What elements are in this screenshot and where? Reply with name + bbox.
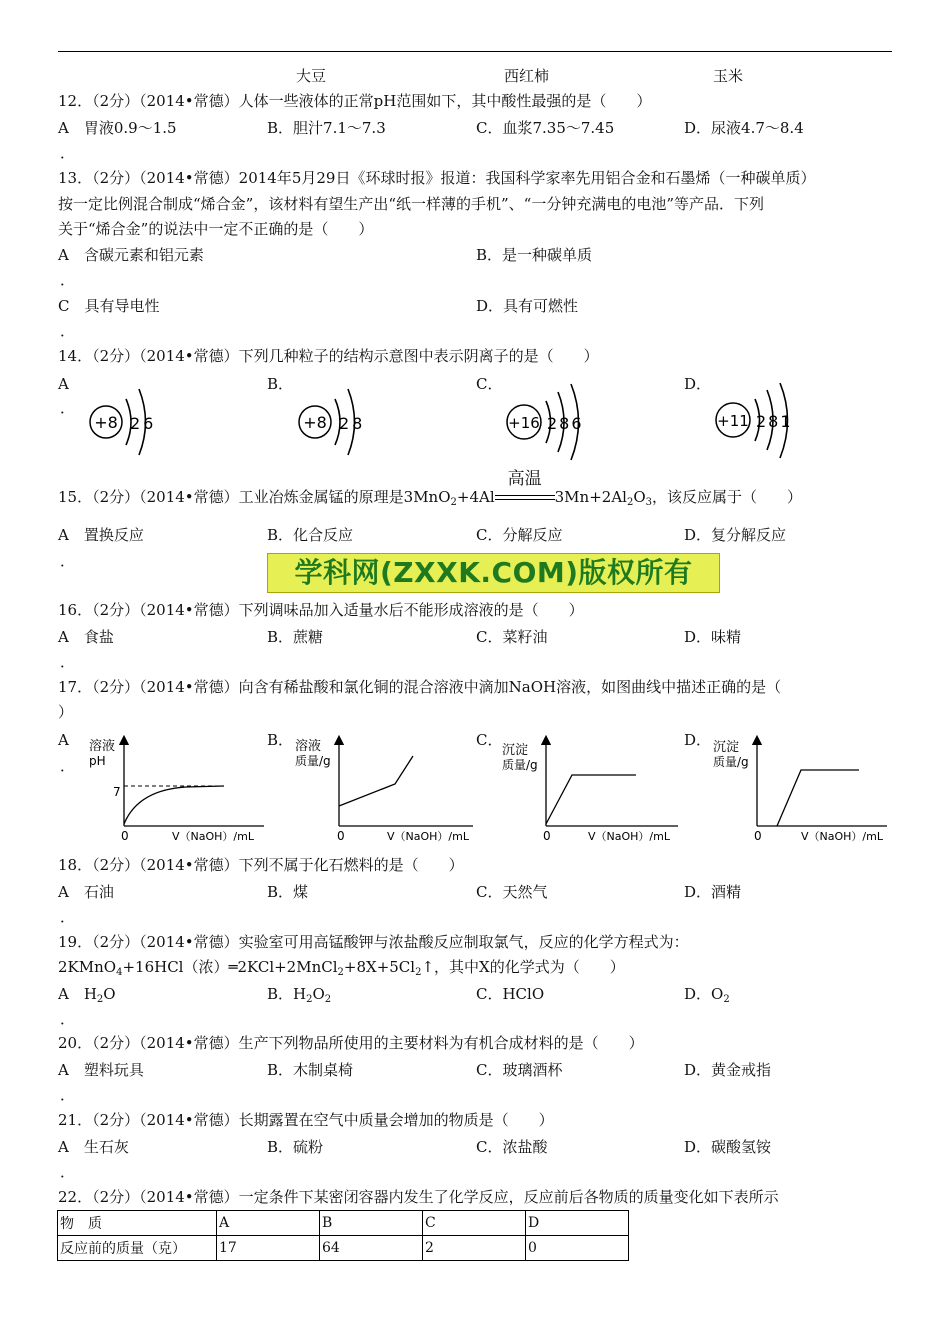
y-label: 质量/g: [295, 754, 331, 768]
table-cell: 0: [526, 1236, 629, 1261]
table-cell: 2: [423, 1236, 526, 1261]
subscript: 2: [723, 994, 730, 1005]
dot: ．: [60, 399, 76, 417]
shells-d: 281: [756, 412, 793, 431]
question-20-stem: 20．（2分）（2014•常德）生产下列物品所使用的主要材料为有机合成材料的是（ ）: [58, 1034, 644, 1052]
q21-option-b[interactable]: B．硫粉: [267, 1138, 324, 1156]
table-cell: A: [217, 1211, 320, 1236]
x-label: V（NaOH）/mL: [588, 830, 670, 843]
question-13-line2: 按一定比例混合制成“烯合金”，该材料有望生产出“纸一样薄的手机”、“一分钟充满电的电池”等产品．下列: [58, 195, 765, 213]
q19-option-b[interactable]: [267, 984, 331, 1010]
q18-option-a[interactable]: A 石油: [58, 883, 114, 901]
question-13-line3: 关于“烯合金”的说法中一定不正确的是（ ）: [58, 220, 374, 238]
q16-option-d[interactable]: D．味精: [684, 628, 742, 646]
atom-diagram-d: [711, 383, 811, 461]
q14-option-b[interactable]: B．: [267, 375, 294, 393]
graph-a: [86, 734, 266, 846]
dot: ．: [60, 144, 76, 162]
origin-label: 0: [543, 829, 551, 843]
opt-text: D．O: [684, 985, 724, 1003]
q17-option-b[interactable]: B．: [267, 731, 294, 749]
opt-text: O: [312, 985, 325, 1003]
table-cell: 64: [320, 1236, 423, 1261]
q16-option-b[interactable]: B．蔗糖: [267, 628, 324, 646]
q20-option-a[interactable]: A 塑料玩具: [58, 1061, 144, 1079]
y-label: 沉淀: [502, 743, 529, 758]
q16-option-a[interactable]: A 食盐: [58, 628, 114, 646]
eq-text: ↑，其中X的化学式为（ ）: [421, 958, 625, 976]
q14-option-d[interactable]: D．: [684, 375, 712, 393]
q15-option-d[interactable]: D．复分解反应: [684, 526, 787, 544]
x-label: V（NaOH）/mL: [801, 830, 883, 843]
subscript: 4: [116, 967, 123, 978]
dot: ．: [60, 653, 76, 671]
question-13-line1: 13．（2分）（2014•常德）2014年5月29日《环球时报》报道：我国科学家率先用铝合金和石墨烯（一种碳单质）: [58, 169, 816, 187]
q15-option-b[interactable]: B．化合反应: [267, 526, 354, 544]
q19-option-d[interactable]: [684, 984, 730, 1010]
q12-option-c[interactable]: C．血浆7.35～7.45: [476, 119, 615, 137]
nucleus-d: +11: [717, 412, 749, 430]
table-cell: 物 质: [58, 1211, 217, 1236]
graph-c: [500, 734, 680, 846]
nucleus-b: +8: [303, 413, 327, 432]
q15-text: ，该反应属于（ ）: [652, 488, 803, 506]
q18-option-c[interactable]: C．天然气: [476, 883, 548, 901]
question-21-stem: 21．（2分）（2014•常德）长期露置在空气中质量会增加的物质是（ ）: [58, 1111, 554, 1129]
q18-option-d[interactable]: D．酒精: [684, 883, 742, 901]
dot: ．: [60, 1010, 76, 1028]
watermark-text: 学科网(ZXXK.COM)版权所有: [294, 556, 693, 589]
subscript: 2: [450, 497, 457, 508]
q12-option-d[interactable]: D．尿液4.7～8.4: [684, 119, 804, 137]
q20-option-c[interactable]: C．玻璃酒杯: [476, 1061, 563, 1079]
q14-option-a[interactable]: A: [58, 375, 69, 393]
q15-text: 3Mn+2Al: [554, 488, 627, 506]
table-row: [58, 1211, 629, 1236]
question-15-stem: [58, 469, 803, 513]
q13-option-a[interactable]: A 含碳元素和铝元素: [58, 246, 204, 264]
question-22-stem: 22．（2分）（2014•常德）一定条件下某密闭容器内发生了化学反应，反应前后各物质的质量变化如下表所示: [58, 1188, 779, 1206]
dot: ．: [60, 322, 76, 340]
q17-option-c[interactable]: C．: [476, 731, 503, 749]
y-label: 沉淀: [713, 740, 740, 755]
top-label: 玉米: [713, 67, 744, 85]
x-label: V（NaOH）/mL: [387, 830, 469, 843]
watermark-banner: [267, 553, 720, 593]
question-17-line1: 17．（2分）（2014•常德）向含有稀盐酸和氯化铜的混合溶液中滴加NaOH溶液，如图曲线中描述正确的是（: [58, 678, 782, 696]
y-label: 质量/g: [713, 755, 749, 769]
x-label: V（NaOH）/mL: [172, 830, 254, 843]
table-cell: B: [320, 1211, 423, 1236]
eq-text: 2KMnO: [58, 958, 117, 976]
subscript: 2: [306, 994, 313, 1005]
atom-diagram-b: [293, 383, 373, 461]
q13-option-b[interactable]: B．是一种碳单质: [476, 246, 593, 264]
nucleus-c: +16: [508, 414, 540, 432]
reaction-arrow: [495, 469, 555, 507]
q15-text: 15．（2分）（2014•常德）工业冶炼金属锰的原理是3MnO: [58, 488, 451, 506]
q12-option-a[interactable]: A 胃液0.9～1.5: [58, 119, 177, 137]
dot: ．: [60, 1086, 76, 1104]
dot: ．: [60, 757, 76, 775]
q17-option-d[interactable]: D．: [684, 731, 712, 749]
dot: ．: [60, 552, 76, 570]
table-cell: 17: [217, 1236, 320, 1261]
nucleus-a: +8: [94, 413, 118, 432]
q21-option-d[interactable]: D．碳酸氢铵: [684, 1138, 772, 1156]
origin-label: 0: [337, 829, 345, 843]
subscript: 2: [415, 967, 422, 978]
q17-option-a[interactable]: A: [58, 731, 69, 749]
subscript: 2: [626, 497, 634, 508]
q21-option-a[interactable]: A 生石灰: [58, 1138, 129, 1156]
top-label: 大豆: [296, 67, 327, 85]
graph-b: [295, 734, 475, 846]
question-18-stem: 18．（2分）（2014•常德）下列不属于化石燃料的是（ ）: [58, 856, 464, 874]
origin-label: 0: [754, 829, 762, 843]
opt-text: O: [103, 985, 116, 1003]
q14-option-c[interactable]: C．: [476, 375, 503, 393]
question-19-line1: 19．（2分）（2014•常德）实验室可用高锰酸钾与浓盐酸反应制取氯气，反应的化学方程式为：: [58, 933, 689, 951]
q13-option-c[interactable]: C 具有导电性: [58, 297, 160, 315]
table-row: [58, 1236, 629, 1261]
atom-diagram-c: [502, 383, 602, 461]
subscript: 2: [324, 994, 332, 1005]
shells-c: 286: [547, 414, 584, 433]
q15-option-a[interactable]: A 置换反应: [58, 526, 144, 544]
q20-option-b[interactable]: B．木制桌椅: [267, 1061, 354, 1079]
q15-text: +4Al: [456, 488, 495, 506]
tick-label: 7: [113, 785, 121, 799]
atom-diagram-a: [84, 383, 164, 461]
table-cell: C: [423, 1211, 526, 1236]
reaction-condition: 高温: [507, 469, 542, 489]
dot: ．: [60, 908, 76, 926]
question-12-stem: 12．（2分）（2014•常德）人体一些液体的正常pH范围如下，其中酸性最强的是（ ）: [58, 92, 652, 110]
eq-text: +16HCl（浓）═2KCl+2MnCl: [122, 958, 338, 976]
q16-option-c[interactable]: C．菜籽油: [476, 628, 548, 646]
eq-text: +8X+5Cl: [343, 958, 416, 976]
shells-b: 28: [339, 414, 366, 433]
q19-option-c[interactable]: C．HClO: [476, 985, 545, 1003]
subscript: 2: [96, 994, 104, 1005]
y-label: 溶液: [89, 739, 116, 754]
shells-a: 26: [130, 414, 157, 433]
q20-option-d[interactable]: D．黄金戒指: [684, 1061, 772, 1079]
opt-text: A H: [58, 985, 97, 1003]
dot: ．: [60, 1163, 76, 1181]
subscript: 3: [645, 497, 653, 508]
dot: ．: [60, 271, 76, 289]
q12-option-b[interactable]: B．胆汁7.1～7.3: [267, 119, 386, 137]
table-cell: D: [526, 1211, 629, 1236]
graph-d: [711, 734, 891, 846]
question-14-stem: 14．（2分）（2014•常德）下列几种粒子的结构示意图中表示阴离子的是（ ）: [58, 347, 599, 365]
q15-text: O: [633, 488, 646, 506]
y-label: 溶液: [295, 739, 322, 754]
y-label: pH: [89, 754, 106, 768]
opt-text: B．H: [267, 985, 307, 1003]
q19-option-a[interactable]: [58, 984, 116, 1010]
question-17-line2: ）: [58, 703, 74, 721]
q21-option-c[interactable]: C．浓盐酸: [476, 1138, 548, 1156]
mass-table: [57, 1210, 629, 1261]
question-16-stem: 16．（2分）（2014•常德）下列调味品加入适量水后不能形成溶液的是（ ）: [58, 601, 584, 619]
table-cell: 反应前的质量（克）: [58, 1236, 217, 1261]
q13-option-d[interactable]: D．具有可燃性: [476, 297, 579, 315]
subscript: 2: [337, 967, 344, 978]
y-label: 质量/g: [502, 758, 538, 772]
top-label: 西红柿: [504, 67, 550, 85]
origin-label: 0: [121, 829, 129, 843]
q15-option-c[interactable]: C．分解反应: [476, 526, 563, 544]
q18-option-b[interactable]: B．煤: [267, 883, 309, 901]
header-rule: [58, 51, 892, 52]
question-19-equation: [58, 957, 625, 983]
